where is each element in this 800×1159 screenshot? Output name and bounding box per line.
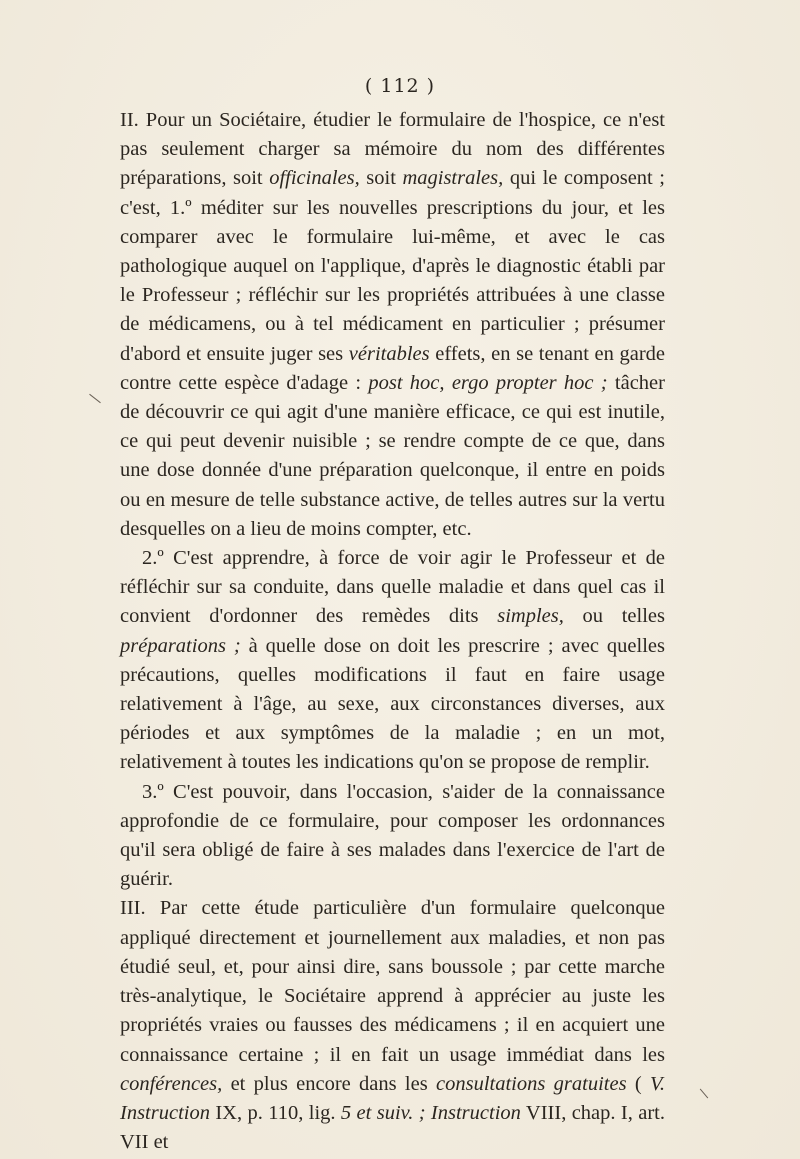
text-run: et plus encore dans les <box>222 1072 437 1095</box>
paragraph-point-2 <box>120 544 665 778</box>
text-run: tâcher de découvrir ce qui agit d'une manière efficace, ce qui est inutile, ce qui peut devenir nuisible ; se rendre compte de ce que, dans une dose donnée d'une préparation quelconque, il entre en poids ou en mesure de telle substance active, de telles autres sur la vertu desquelles on a lieu de moins compter, etc. <box>120 371 665 540</box>
italic-term: magistrales, <box>402 167 504 190</box>
text-run: 3.º C'est pouvoir, dans l'occasion, s'aider de la connaissance approfondie de ce formulaire, pour composer les ordonnances qu'il sera obligé de faire à ses malades dans l'exercice de l'art de guérir. <box>120 780 665 891</box>
italic-term: préparations ; <box>120 634 241 657</box>
paragraph-iii <box>120 894 665 1157</box>
italic-term: véritables <box>348 342 430 365</box>
italic-term: consultations gratuites <box>436 1072 627 1095</box>
text-run: ( <box>626 1072 650 1095</box>
italic-term: conférences, <box>120 1072 223 1095</box>
text-run: à quelle dose on doit les prescrire ; avec quelles précautions, quelles modifications il faut en faire usage relativement à l'âge, au sexe, aux circonstances diverses, aux périodes et aux symptômes de la maladie ; en un mot, relativement à toutes les indications qu'on se propose de remplir. <box>120 634 665 774</box>
italic-term: 5 et suiv. ; Instruction <box>340 1101 521 1124</box>
page-number: ( 112 ) <box>364 75 436 97</box>
text-run: 2.º C'est apprendre, à force de voir agir le Professeur et de réfléchir sur sa conduite, dans quelle maladie et dans quel cas il convient d'ordonner des remèdes dits <box>120 547 665 628</box>
text-run: II. Pour un Sociétaire, étudier le formulaire de l'hospice, ce n'est pas seulement charger sa mémoire du nom des différentes préparations, soit <box>120 109 665 190</box>
italic-term: officinales, <box>269 167 360 190</box>
text-run: III. Par cette étude particulière d'un formulaire quelconque appliqué directement et journellement aux maladies, et non pas étudié seul, et, pour ainsi dire, sans boussole ; par cette marche très-analytique, le Sociétaire apprend à apprécier au juste les propriétés vraies ou fausses des médicamens ; il en acquiert une connaissance certaine ; il en fait un usage immédiat dans les <box>120 897 665 1066</box>
margin-mark <box>700 1089 708 1099</box>
paragraph-ii <box>120 106 665 544</box>
paragraph-point-3 <box>120 778 665 895</box>
text-run: qui le composent ; c'est, 1.º méditer sur les nouvelles prescriptions du jour, et les comparer avec le formulaire lui-même, et avec le cas pathologique auquel on l'applique, d'après le diagnostic établi par le Professeur ; réfléchir sur les propriétés attribuées à une classe de médicamens, ou à tel médicament en particulier ; présumer d'abord et ensuite juger ses <box>120 167 665 365</box>
text-run: soit <box>359 167 403 190</box>
italic-term: simples, <box>497 605 564 628</box>
body-text <box>120 106 665 1157</box>
text-run: IX, p. 110, lig. <box>209 1101 341 1124</box>
margin-mark <box>89 394 101 403</box>
italic-term: V. Instruction <box>120 1072 665 1124</box>
text-run: effets, en se tenant en garde contre cette espèce d'adage : <box>120 342 666 394</box>
italic-term: post hoc, ergo propter hoc ; <box>368 371 608 394</box>
text-run: ou telles <box>563 605 666 628</box>
text-run: VIII, chap. I, art. VII et <box>120 1101 665 1154</box>
